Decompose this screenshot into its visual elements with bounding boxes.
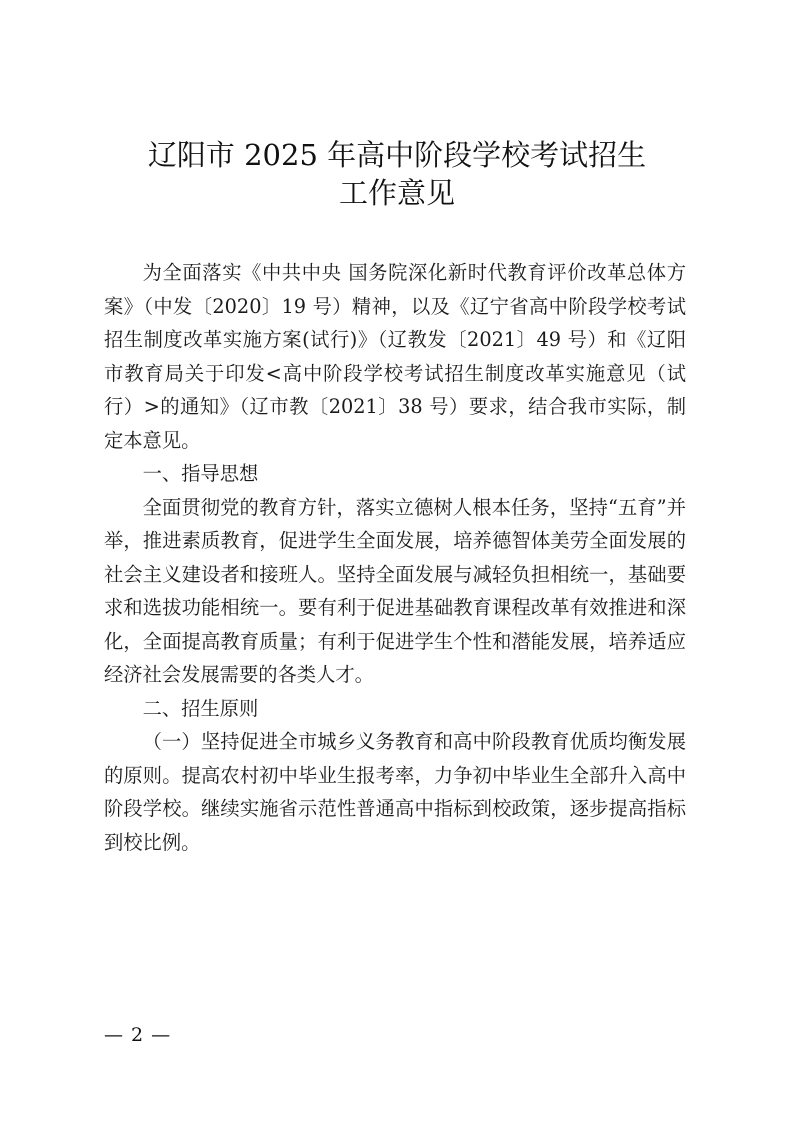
section-heading-enrollment-principles: 二、招生原则 (142, 696, 259, 720)
document-title-line-1: 辽阳市 2025 年高中阶段学校考试招生 (147, 138, 647, 172)
page-number: — 2 — (104, 1024, 172, 1046)
intro-paragraph: 为全面落实《中共中央 国务院深化新时代教育评价改革总体方案》（中发〔2020〕19 号）精神，以及《辽宁省高中阶段学校考试招生制度改革实施方案(试行)》（辽教发〔2021〕49 号）和《辽阳市教育局关于印发<高中阶段学校考试招生制度改革实施意见（试行）>的通知》（辽市教〔2021〕38 号）要求，结合我市实际，制定本意见。 (104, 261, 686, 452)
enrollment-principle-item-1: （一）坚持促进全市城乡义务教育和高中阶段教育优质均衡发展的原则。提高农村初中毕业生报考率，力争初中毕业生全部升入高中阶段学校。继续实施省示范性普通高中指标到校政策，逐步提高指标到校比例。 (104, 730, 686, 854)
section-heading-guiding-ideology: 一、指导思想 (142, 462, 259, 485)
document-title-line-2: 工作意见 (338, 176, 455, 210)
guiding-ideology-paragraph: 全面贯彻党的教育方针，落实立德树人根本任务，坚持“五育”并举，推进素质教育，促进学生全面发展，培养德智体美劳全面发展的社会主义建设者和接班人。坚持全面发展与减轻负担相统一，基础要求和选拔功能相统一。要有利于促进基础教育课程改革有效推进和深化，全面提高教育质量；有利于促进学生个性和潜能发展，培养适应经济社会发展需要的各类人才。 (104, 495, 686, 686)
document-body (104, 256, 686, 859)
